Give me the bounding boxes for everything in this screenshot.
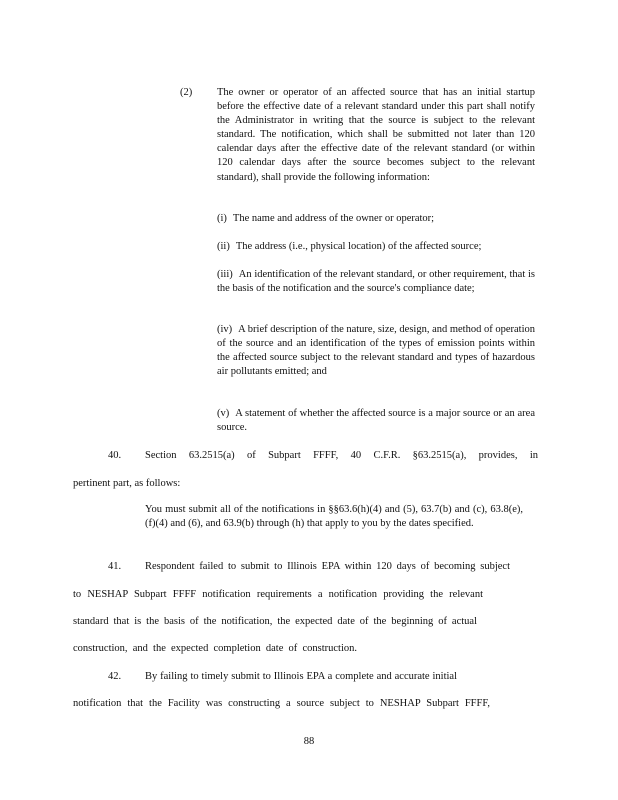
paragraph-42-line-1: By failing to timely submit to Illinois EPA a complete and accurate initial	[145, 671, 457, 682]
subitem-text: The address (i.e., physical location) of the affected source;	[235, 241, 482, 252]
paragraph-number-40: 40.	[108, 450, 122, 461]
subitem-i	[217, 212, 535, 226]
subitem-number: (v)	[217, 408, 230, 419]
item-text: The owner or operator of an affected source that has an initial startup before the effective date of a relevant standard under this part shall notify the Administrator in writing that the source is subject to the relevant standard. The notification, which shall be submitted not later than 120 calendar days after the effective date of the relevant standard (or within 120 calendar days after the source becomes subject to the relevant standard), shall provide the following information:	[217, 87, 535, 183]
paragraph-41-line-1: Respondent failed to submit to Illinois EPA within 120 days of becoming subject	[145, 561, 510, 572]
paragraph-41-line-3: standard that is the basis of the notification, the expected date of the beginning of actual	[73, 616, 477, 627]
subitem-iii	[217, 268, 535, 296]
paragraph-number-41: 41.	[108, 561, 122, 572]
page-number: 88	[303, 736, 315, 747]
subitem-text: A statement of whether the affected source is a major source or an area source.	[217, 408, 535, 433]
subitem-number: (iii)	[217, 269, 233, 280]
paragraph-number-42: 42.	[108, 671, 122, 682]
paragraph-40-line-2: pertinent part, as follows:	[73, 478, 181, 489]
subitem-text: A brief description of the nature, size, design, and method of operation of the source and an identification of the types of emission points within the affected source subject to the relevant standard and types of hazardous air pollutants emitted; and	[217, 324, 536, 377]
subitem-text: An identification of the relevant standard, or other requirement, that is the basis of the notification and the source's compliance date;	[217, 269, 535, 294]
subitem-number: (i)	[217, 213, 227, 224]
paragraph-41-line-4: construction, and the expected completion date of construction.	[73, 643, 357, 654]
subitem-number: (ii)	[217, 241, 230, 252]
regulation-item-2	[180, 86, 535, 185]
subitem-v	[217, 407, 535, 435]
subitem-iv	[217, 323, 535, 379]
subitem-text: The name and address of the owner or operator;	[232, 213, 435, 224]
paragraph-40-line-1: Section 63.2515(a) of Subpart FFFF, 40 C.F.R. §63.2515(a), provides, in	[145, 450, 538, 461]
subitem-ii	[217, 240, 535, 254]
paragraph-42-line-2: notification that the Facility was constructing a source subject to NESHAP Subpart FFFF,	[73, 698, 490, 709]
block-quote: You must submit all of the notifications in §§63.6(h)(4) and (5), 63.7(b) and (c), 63.8(e), (f)(4) and (6), and 63.9(b) through (h) that apply to you by the dates specified.	[145, 504, 523, 529]
item-number: (2)	[180, 87, 193, 98]
subitem-number: (iv)	[217, 324, 233, 335]
paragraph-41-line-2: to NESHAP Subpart FFFF notification requirements a notification providing the relevant	[73, 589, 483, 600]
